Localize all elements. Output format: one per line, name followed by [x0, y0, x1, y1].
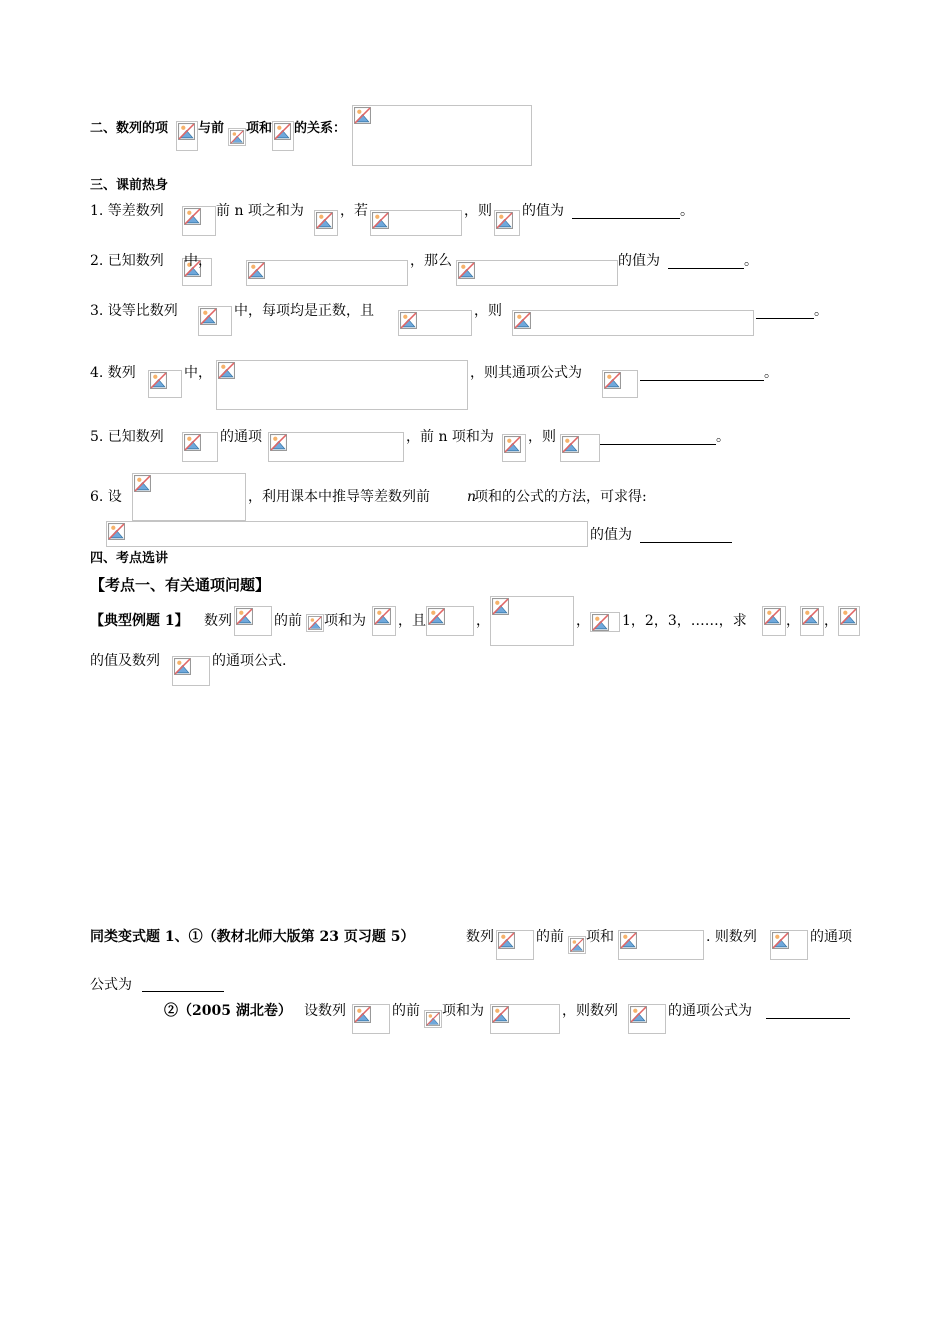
q3-text: 中，每项均是正数，且	[234, 303, 374, 319]
broken-image-icon	[198, 306, 232, 336]
broken-image-icon	[762, 606, 786, 636]
broken-image-icon	[148, 370, 182, 398]
section-2-text: 的关系：	[294, 121, 347, 136]
broken-image-icon	[372, 606, 396, 636]
broken-image-icon	[560, 434, 600, 462]
q1-text: 前 n 项之和为	[216, 203, 304, 219]
q1-text: 的值为	[522, 203, 564, 219]
example-1-text: ，	[576, 613, 590, 629]
q5-text: 。	[716, 429, 730, 445]
answer-blank[interactable]	[640, 542, 732, 543]
q2-text: 。	[744, 253, 758, 269]
answer-blank[interactable]	[766, 1018, 850, 1019]
answer-blank[interactable]	[640, 380, 764, 381]
q5-text: 5. 已知数列	[90, 429, 164, 445]
broken-image-icon	[628, 1004, 666, 1034]
example-1-text: 的值及数列	[90, 653, 160, 669]
q1-text: 1. 等差数列	[90, 203, 164, 219]
broken-image-icon	[490, 1004, 560, 1034]
example-1-text: ，	[786, 613, 800, 629]
variant-2-text: 设数列	[304, 1003, 346, 1019]
variant-1-text: 的前	[536, 929, 564, 945]
q3-text: ，则	[474, 303, 502, 319]
q5-text: ，则	[528, 429, 556, 445]
broken-image-icon	[228, 128, 246, 146]
q6-text: 的值为	[590, 527, 632, 543]
q4-text: 中，	[184, 365, 212, 381]
broken-image-icon	[132, 473, 246, 521]
q4-text: ，则其通项公式为	[470, 365, 582, 381]
broken-image-icon	[176, 121, 198, 151]
variant-1-text: 数列	[466, 929, 494, 945]
broken-image-icon	[496, 930, 534, 960]
section-4-title: 四、考点选讲	[90, 551, 169, 566]
answer-blank[interactable]	[600, 444, 716, 445]
q6-text: 6. 设	[90, 489, 122, 505]
broken-image-icon	[234, 606, 272, 636]
broken-image-icon	[426, 606, 474, 636]
variant-1-text: 公式为	[90, 977, 132, 993]
answer-blank[interactable]	[756, 318, 814, 319]
variant-2-text: 的通项公式为	[668, 1003, 752, 1019]
broken-image-icon	[770, 930, 808, 960]
variant-1-text: 的通项	[810, 929, 852, 945]
q2-text: ，那么	[410, 253, 452, 269]
example-1-text: 数列	[204, 613, 232, 629]
q4-text: 4. 数列	[90, 365, 136, 381]
broken-image-icon	[268, 432, 404, 462]
q2-text: 2. 已知数列	[90, 253, 164, 269]
broken-image-icon	[398, 310, 472, 336]
broken-image-icon	[494, 210, 520, 236]
variant-1-label: 同类变式题 1、①（教材北师大版第 23 页习题 5）	[90, 929, 415, 945]
q2-text: 中，	[184, 253, 212, 269]
q6-text: ，利用课本中推导等差数列前	[248, 489, 430, 505]
variant-1-text: 项和	[586, 929, 614, 945]
section-3-title: 三、课前热身	[90, 178, 169, 193]
variant-2-text: 项和为	[442, 1003, 484, 1019]
example-1-text: ，	[824, 613, 838, 629]
q5-text: 的通项	[220, 429, 262, 445]
example-1-text: ，且	[398, 613, 426, 629]
broken-image-icon	[602, 370, 638, 398]
q4-text: 。	[764, 365, 778, 381]
broken-image-icon	[172, 656, 210, 686]
example-1-text: ，	[476, 613, 490, 629]
broken-image-icon	[352, 105, 532, 166]
q3-text: 3. 设等比数列	[90, 303, 178, 319]
broken-image-icon	[424, 1010, 442, 1028]
q6-text: 项和的公式的方法，可求得:	[474, 489, 647, 505]
broken-image-icon	[216, 360, 468, 410]
q6-variable: n	[467, 489, 477, 505]
q2-text: 的值为	[618, 253, 660, 269]
q1-text: ，若	[340, 203, 368, 219]
broken-image-icon	[246, 260, 408, 286]
example-1-text: 项和为	[324, 613, 366, 629]
answer-blank[interactable]	[572, 218, 680, 219]
example-1-text: 的前	[274, 613, 302, 629]
example-1-text: 1，2，3，……，求	[622, 613, 747, 629]
broken-image-icon	[106, 521, 588, 547]
broken-image-icon	[590, 612, 620, 632]
broken-image-icon	[182, 432, 218, 462]
variant-1-text: . 则数列	[706, 929, 757, 945]
broken-image-icon	[568, 936, 586, 954]
broken-image-icon	[490, 596, 574, 646]
broken-image-icon	[182, 206, 216, 236]
broken-image-icon	[272, 121, 294, 151]
answer-blank[interactable]	[142, 991, 224, 992]
variant-2-label: ②（2005 湖北卷）	[164, 1003, 292, 1019]
broken-image-icon	[370, 210, 462, 236]
broken-image-icon	[456, 260, 618, 286]
variant-2-text: 的前	[392, 1003, 420, 1019]
q5-text: ，前 n 项和为	[406, 429, 494, 445]
broken-image-icon	[800, 606, 824, 636]
q3-text: 。	[814, 303, 828, 319]
broken-image-icon	[502, 434, 526, 462]
q1-text: 。	[680, 203, 694, 219]
variant-2-text: ，则数列	[562, 1003, 618, 1019]
broken-image-icon	[512, 310, 754, 336]
broken-image-icon	[314, 210, 338, 236]
topic-1-title: 【考点一、有关通项问题】	[90, 576, 271, 594]
example-1-label: 【典型例题 1】	[90, 613, 189, 629]
broken-image-icon	[352, 1004, 390, 1034]
broken-image-icon	[618, 930, 704, 960]
q1-text: ，则	[464, 203, 492, 219]
answer-blank[interactable]	[668, 268, 744, 269]
example-1-text: 的通项公式.	[212, 653, 287, 669]
section-2-text: 与前	[198, 121, 225, 136]
section-2-text: 项和	[246, 121, 273, 136]
section-2-label: 二、数列的项	[90, 121, 169, 136]
broken-image-icon	[306, 614, 324, 632]
broken-image-icon	[838, 606, 860, 636]
